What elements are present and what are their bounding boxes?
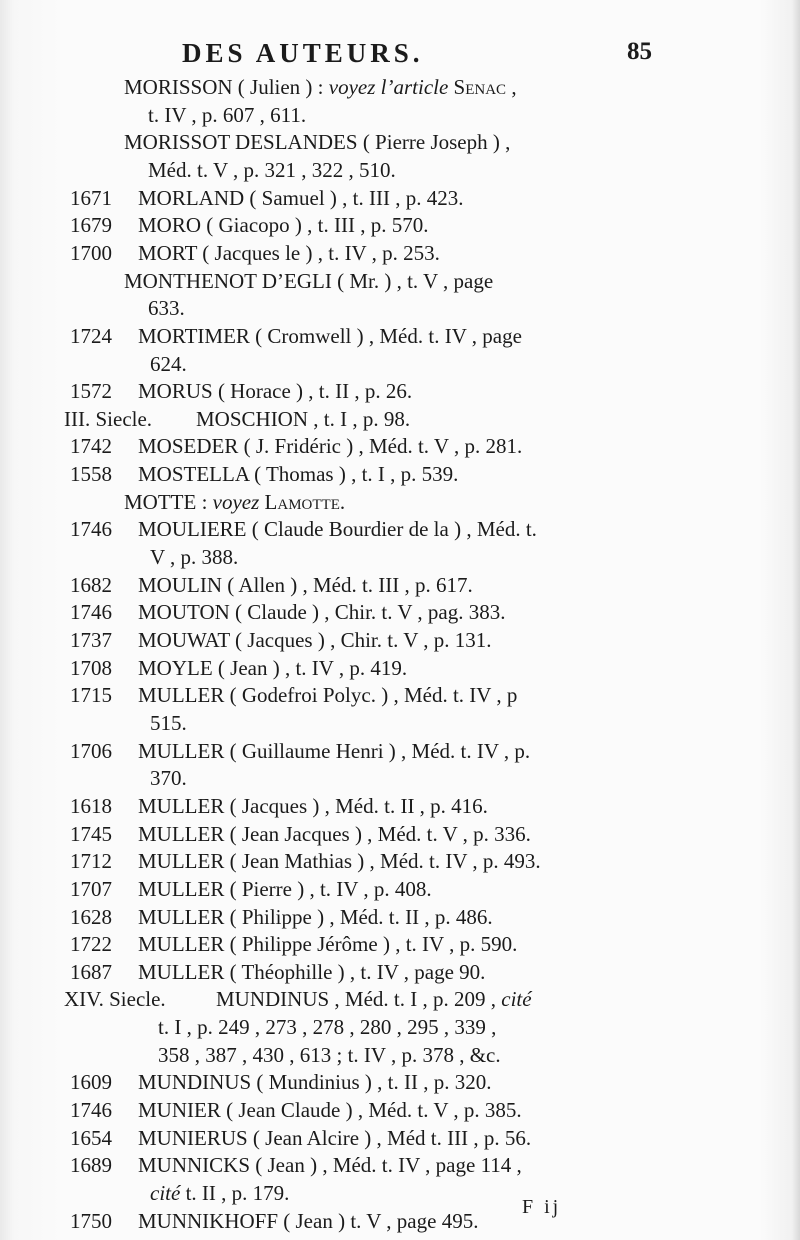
entry-date: 1708 [70, 655, 112, 680]
entry-date: 1609 [70, 1070, 112, 1095]
running-head: DES AUTEURS. [182, 38, 424, 68]
entry-text: MUNIERUS ( Jean Alcire ) , Méd t. III , p. 56. [138, 1125, 532, 1150]
entry-continuation [150, 765, 187, 791]
entry-heading [138, 1125, 531, 1151]
entry-text: MOSTELLA ( Thomas ) , t. I , p. 539. [138, 462, 459, 487]
entry-heading [138, 1097, 522, 1123]
entry-text: cité [150, 1181, 181, 1205]
entry-heading [138, 212, 428, 238]
entry-text: voyez l’article [328, 75, 449, 99]
entry-heading [138, 931, 517, 957]
entry-date: 1618 [70, 793, 112, 818]
entry-date: III. Siecle. [64, 406, 153, 431]
entry-text: 358 , 387 , 430 , 613 ; t. IV , p. 378 , &c. [158, 1042, 501, 1067]
entry-date: 1679 [70, 213, 112, 238]
entry-date: 1746 [70, 600, 112, 625]
entry-date: 1558 [70, 462, 112, 487]
entry-date: 1715 [70, 683, 112, 708]
entry-date: 1722 [70, 932, 112, 957]
entry-date: 1712 [70, 849, 112, 874]
entry-date: 1707 [70, 876, 112, 901]
entry-heading [138, 627, 492, 653]
entry-text: MORT ( Jacques le ) , t. IV , p. 253. [138, 240, 440, 265]
entry-text: Lamotte. [264, 489, 346, 514]
entry-continuation [158, 1042, 501, 1068]
page-number: 85 [627, 38, 652, 65]
entry-text: t. I , p. 249 , 273 , 278 , 280 , 295 , 339 , [158, 1015, 497, 1040]
entry-date: 1724 [70, 323, 112, 348]
entry-text: MULLER ( Jacques ) , Méd. t. II , p. 416. [138, 793, 488, 818]
entry-date: XIV. Siecle. [64, 987, 166, 1012]
entry-heading [138, 682, 517, 708]
entry-heading [138, 848, 541, 874]
entry-text: t. II , p. 179. [180, 1181, 290, 1205]
entry-text: MUNIER ( Jean Claude ) , Méd. t. V , p. 385. [138, 1098, 522, 1123]
entry-text: MULLER ( Philippe ) , Méd. t. II , p. 486. [138, 904, 493, 929]
entry-text: cité [501, 987, 532, 1012]
entry-text: MOSEDER ( J. Fridéric ) , Méd. t. V , p. 281. [138, 434, 523, 459]
entry-heading [124, 74, 517, 100]
entry-text: MOYLE ( Jean ) , t. IV , p. 419. [138, 655, 408, 680]
entry-text: MOULIN ( Allen ) , Méd. t. III , p. 617. [138, 572, 473, 597]
entry-text: MULLER ( Pierre ) , t. IV , p. 408. [138, 876, 432, 901]
entry-heading [138, 1069, 492, 1095]
entry-heading [138, 433, 522, 459]
entry-text: MULLER ( Godefroi Polyc. ) , Méd. t. IV , p [138, 683, 518, 708]
entry-text: MORO ( Giacopo ) , t. III , p. 570. [138, 213, 429, 238]
entry-continuation [158, 1014, 496, 1040]
entry-date: 1746 [70, 1098, 112, 1123]
entry-heading [138, 904, 493, 930]
entry-heading [138, 378, 412, 404]
entry-text: MULLER ( Jean Mathias ) , Méd. t. IV , p. 493. [138, 849, 541, 874]
entry-heading [138, 821, 531, 847]
entry-text: t. IV , p. 607 , 611. [148, 102, 307, 127]
entry-heading [138, 185, 463, 211]
entry-heading [138, 1152, 522, 1178]
entry-text: 370. [150, 766, 187, 791]
entry-date: 1689 [70, 1153, 112, 1178]
entry-date: 1671 [70, 185, 112, 210]
entry-text: Méd. t. V , p. 321 , 322 , 510. [148, 157, 396, 182]
entry-heading [124, 268, 493, 294]
entry-text: MUNNICKS ( Jean ) , Méd. t. IV , page 114 , [138, 1153, 522, 1178]
entry-heading [124, 489, 345, 515]
entry-text: MULLER ( Théophille ) , t. IV , page 90. [138, 959, 486, 984]
entry-date: 1746 [70, 517, 112, 542]
entry-date: 1682 [70, 572, 112, 597]
entry-date: 1742 [70, 434, 112, 459]
entry-date: 1654 [70, 1125, 112, 1150]
entry-heading [138, 1208, 478, 1234]
entry-continuation [150, 1180, 289, 1206]
entry-heading [138, 599, 506, 625]
entry-text: MULLER ( Jean Jacques ) , Méd. t. V , p. 336. [138, 821, 531, 846]
entry-text: MUNNIKHOFF ( Jean ) t. V , page 495. [138, 1208, 479, 1233]
entry-date: 1737 [70, 628, 112, 652]
entry-text: MOUTON ( Claude ) , Chir. t. V , pag. 383. [138, 600, 506, 625]
entry-continuation [150, 544, 238, 570]
entry-text: MOUWAT ( Jacques ) , Chir. t. V , p. 131. [138, 628, 492, 652]
entry-heading [138, 876, 432, 902]
entry-heading [138, 738, 530, 764]
entry-heading [138, 323, 522, 349]
entry-text: MOULIERE ( Claude Bourdier de la ) , Méd. t. [138, 517, 537, 542]
entry-text: MONTHENOT D’EGLI ( Mr. ) , t. V , page [124, 268, 494, 293]
entry-heading [138, 572, 473, 598]
entry-text: MORISSON ( Julien ) : [124, 75, 329, 99]
entry-heading [124, 129, 510, 155]
entry-heading [138, 461, 458, 487]
entry-text: voyez [212, 489, 260, 514]
entry-date: 1750 [70, 1208, 112, 1233]
entry-text: MUNDINUS , Méd. t. I , p. 209 , [216, 987, 502, 1012]
entry-text: MORISSOT DESLANDES ( Pierre Joseph ) , [124, 130, 511, 155]
entry-text: MORLAND ( Samuel ) , t. III , p. 423. [138, 185, 464, 210]
entry-date: 1700 [70, 240, 112, 265]
entry-date: 1706 [70, 738, 112, 763]
entry-continuation [150, 710, 187, 736]
entry-text: MULLER ( Guillaume Henri ) , Méd. t. IV , p. [138, 738, 531, 763]
entry-text: MOSCHION , t. I , p. 98. [196, 406, 411, 431]
entry-text: MOTTE : [124, 489, 213, 514]
entry-heading [138, 959, 485, 985]
entry-heading [138, 793, 488, 819]
entry-text: MORUS ( Horace ) , t. II , p. 26. [138, 379, 413, 404]
entry-text: , [506, 75, 517, 99]
entry-date: 1745 [70, 821, 112, 846]
entry-heading [196, 406, 410, 432]
signature-mark: F ij [522, 1196, 562, 1218]
entry-heading [138, 655, 407, 681]
entry-date: 1687 [70, 959, 112, 984]
entry-continuation [148, 157, 396, 183]
entry-continuation [150, 351, 187, 377]
entry-text: MULLER ( Philippe Jérôme ) , t. IV , p. 590. [138, 932, 518, 957]
entry-continuation [148, 102, 306, 128]
entry-heading [216, 986, 532, 1012]
entry-text: Senac [453, 75, 507, 99]
entry-heading [138, 516, 537, 542]
entry-text: MORTIMER ( Cromwell ) , Méd. t. IV , page [138, 323, 522, 348]
entry-date: 1572 [70, 379, 112, 404]
entry-text: 515. [150, 710, 187, 735]
entry-continuation [148, 295, 185, 321]
entry-text: MUNDINUS ( Mundinius ) , t. II , p. 320. [138, 1070, 492, 1095]
entry-text: 633. [148, 296, 185, 321]
entry-heading [138, 240, 440, 266]
entry-date: 1628 [70, 904, 112, 929]
entry-text: V , p. 388. [150, 545, 239, 570]
entry-text: 624. [150, 351, 187, 376]
